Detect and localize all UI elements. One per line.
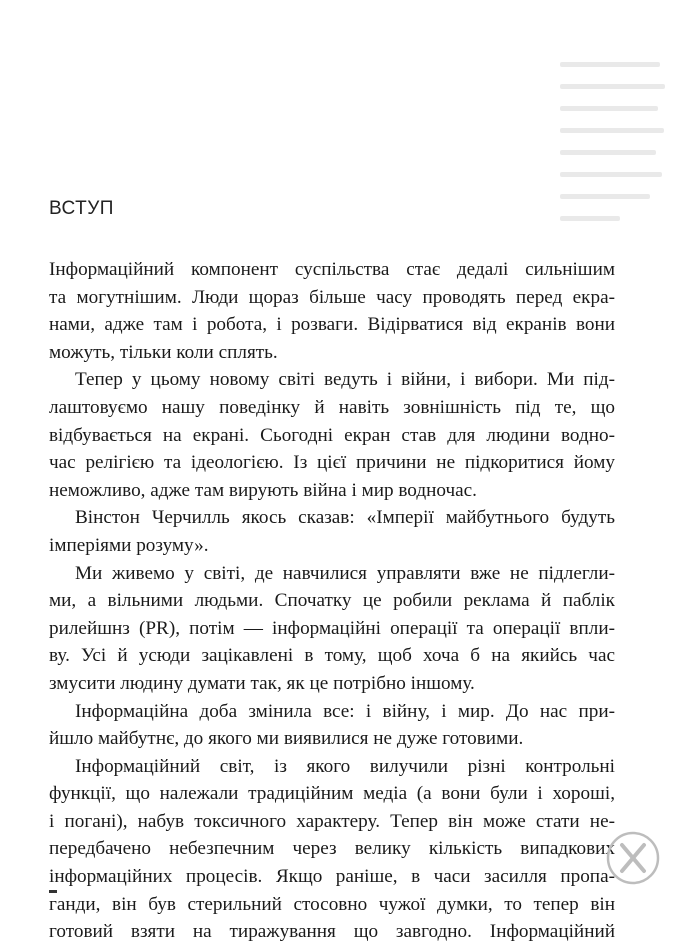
text-line: Вінстон Черчилль якось сказав: «Імперії майбутнього будуть <box>75 507 615 529</box>
text-line: ганди, він був стерильний стосовно чужої думки, то тепер він <box>49 893 615 915</box>
chapter-body <box>49 256 615 946</box>
text-line: йшло майбутнє, до якого ми виявилися не дуже готовими. <box>49 728 524 750</box>
text-line: інформаційних процесів. Якщо раніше, в часи засилля пропа- <box>49 866 615 888</box>
paragraph <box>49 504 615 559</box>
text-line: Ми живемо у світі, де навчилися управляти вже не підлегли- <box>75 562 615 584</box>
text-line: можуть, тільки коли сплять. <box>49 341 278 363</box>
text-line: Інформаційний компонент суспільства стає дедалі сильнішим <box>49 259 615 280</box>
paragraph <box>49 256 615 366</box>
paragraph <box>49 560 615 698</box>
text-line: час релігією та ідеологією. Із цієї причини не підкоритися йому <box>49 452 615 474</box>
page-mark <box>49 890 57 893</box>
text-line: імперіями розуму». <box>49 534 209 556</box>
text-line: ву. Усі й усюди зацікавлені в тому, щоб хоча б на якийсь час <box>49 645 615 667</box>
x-watermark-icon <box>605 830 661 886</box>
paragraph <box>49 698 615 753</box>
text-line: передбачено небезпечним через велику кількість випадкових <box>49 838 615 860</box>
text-line: неможливо, адже там вирують війна і мир водночас. <box>49 479 477 501</box>
text-line: Тепер у цьому новому світі ведуть і війни, і вибори. Ми під- <box>75 369 615 391</box>
text-line: та могутнішим. Люди щораз більше часу проводять перед екра- <box>49 286 615 308</box>
text-line: функції, що належали традиційним медіа (а вони були і хороші, <box>49 783 615 805</box>
text-line: нами, адже там і робота, і розваги. Відірватися від екранів вони <box>49 314 615 336</box>
text-line: відбувається на екрані. Сьогодні екран став для людини водно- <box>49 424 615 446</box>
text-line: готовий взяти на тиражування що завгодно. Інформаційний <box>49 921 615 943</box>
text-line: Інформаційна доба змінила все: і війну, і мир. До нас при- <box>75 700 615 722</box>
text-line: Інформаційний світ, із якого вилучили різні контрольні <box>75 755 615 777</box>
text-line: лаштовуємо нашу поведінку й навіть зовнішність під те, що <box>49 396 615 418</box>
text-line: і погані), набув токсичного характеру. Тепер він може стати не- <box>49 810 615 832</box>
text-line: ми, а вільними людьми. Спочатку це робили реклама й паблік <box>49 590 615 612</box>
text-line: рилейшнз (PR), потім — інформаційні операції та операції впли- <box>49 617 615 639</box>
paragraph <box>49 753 615 946</box>
text-line: змусити людину думати так, як це потрібно іншому. <box>49 672 475 694</box>
show-through-text <box>560 62 673 232</box>
chapter-heading: ВСТУП <box>49 198 114 219</box>
paragraph <box>49 366 615 504</box>
